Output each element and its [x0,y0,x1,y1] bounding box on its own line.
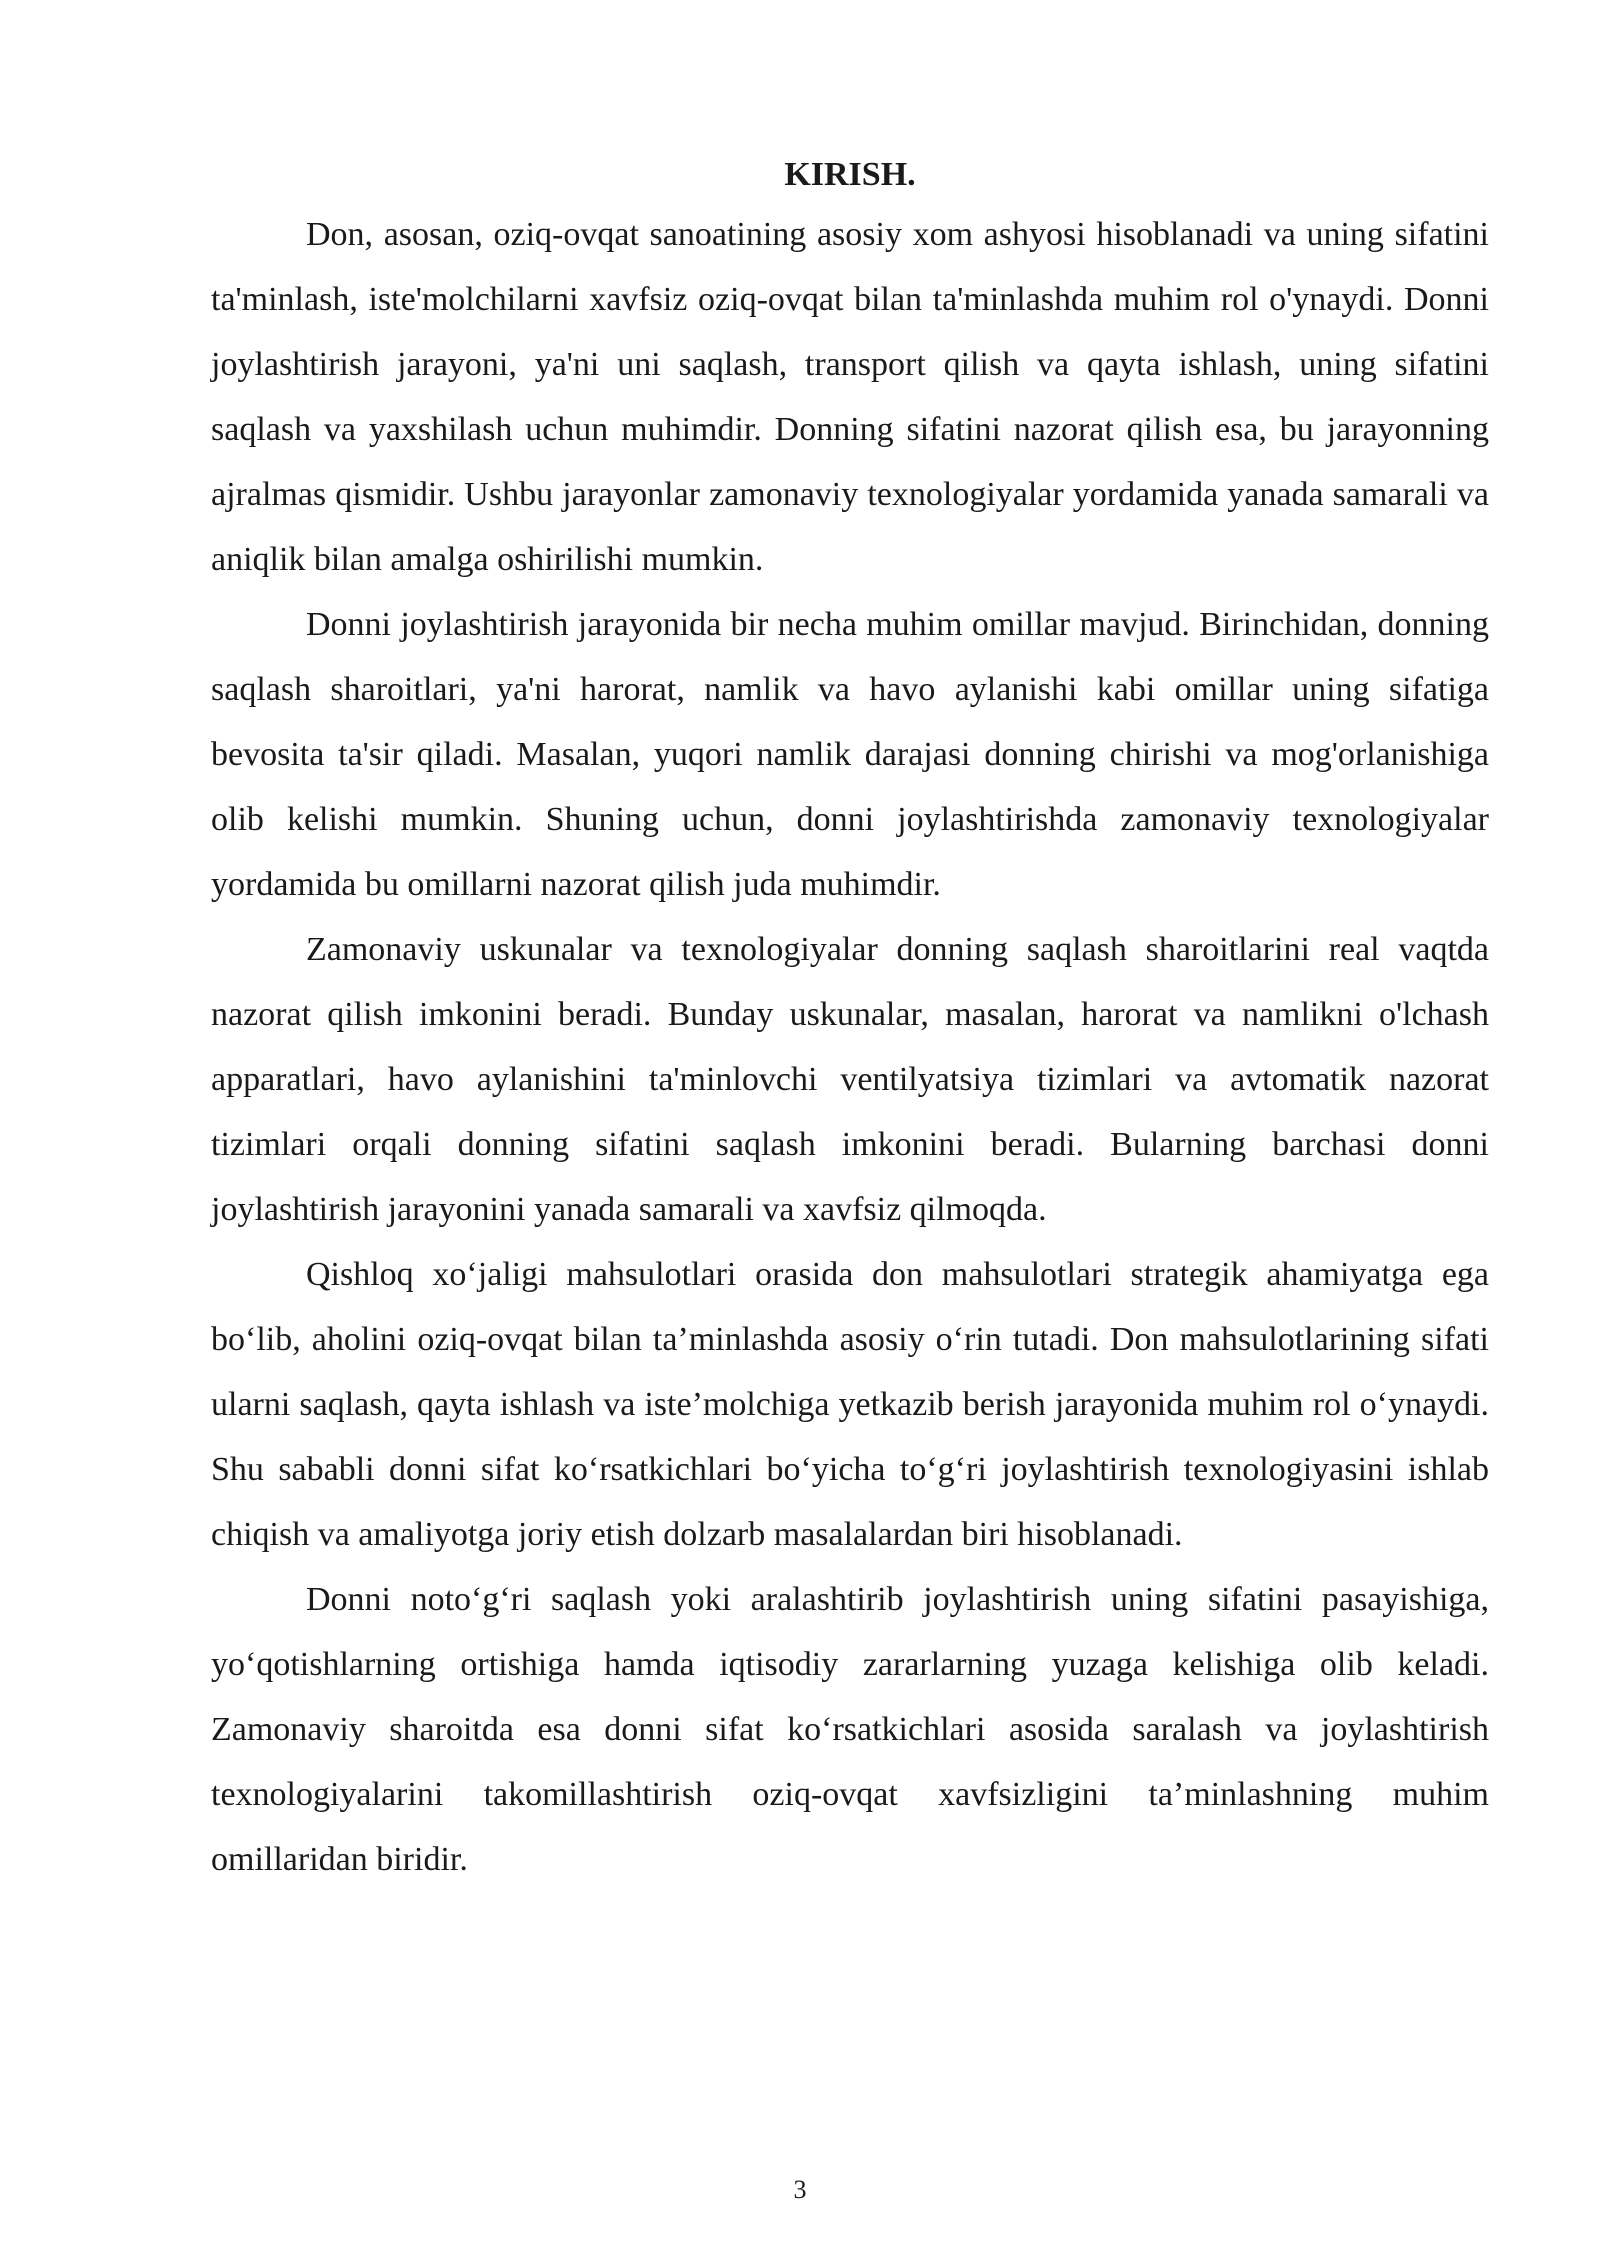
page-number: 3 [793,2175,807,2204]
section-title: KIRISH. [784,156,916,193]
paragraph-3: Zamonaviy uskunalar va texnologiyalar donning saqlash sharoitlarini real vaqtda nazorat qilish imkonini beradi. Bunday uskunalar, masalan, harorat va namlikni o'lchash apparatlari, havo aylanishini ta'minlovchi ventilyatsiya tizimlari va avtomatik nazorat tizimlari orqali donning sifatini saqlash imkonini beradi. Bularning barchasi donni joylashtirish jarayonini yanada samarali va xavfsiz qilmoqda. [211,931,1489,1228]
paragraph-4: Qishloq xo‘jaligi mahsulotlari orasida don mahsulotlari strategik ahamiyatga ega bo‘lib, aholini oziq-ovqat bilan ta’minlashda asosiy o‘rin tutadi. Don mahsulotlarining sifati ularni saqlash, qayta ishlash va iste’molchiga yetkazib berish jarayonida muhim rol o‘ynaydi. Shu sababli donni sifat ko‘rsatkichlari bo‘yicha to‘g‘ri joylashtirish texnologiyasini ishlab chiqish va amaliyotga joriy etish dolzarb masalalardan biri hisoblanadi. [211,1256,1489,1553]
paragraph-5: Donni noto‘g‘ri saqlash yoki aralashtirib joylashtirish uning sifatini pasayishiga, yo‘qotishlarning ortishiga hamda iqtisodiy zararlarning yuzaga kelishiga olib keladi. Zamonaviy sharoitda esa donni sifat ko‘rsatkichlari asosida saralash va joylashtirish texnologiyalarini takomillashtirish oziq-ovqat xavfsizligini ta’minlashning muhim omillaridan biridir. [211,1581,1489,1878]
paragraph-2: Donni joylashtirish jarayonida bir necha muhim omillar mavjud. Birinchidan, donning saqlash sharoitlari, ya'ni harorat, namlik va havo aylanishi kabi omillar uning sifatiga bevosita ta'sir qiladi. Masalan, yuqori namlik darajasi donning chirishi va mog'orlanishiga olib kelishi mumkin. Shuning uchun, donni joylashtirishda zamonaviy texnologiyalar yordamida bu omillarni nazorat qilish juda muhimdir. [211,606,1489,903]
paragraph-1: Don, asosan, oziq-ovqat sanoatining asosiy xom ashyosi hisoblanadi va uning sifatini ta'minlash, iste'molchilarni xavfsiz oziq-ovqat bilan ta'minlashda muhim rol o'ynaydi. Donni joylashtirish jarayoni, ya'ni uni saqlash, transport qilish va qayta ishlash, uning sifatini saqlash va yaxshilash uchun muhimdir. Donning sifatini nazorat qilish esa, bu jarayonning ajralmas qismidir. Ushbu jarayonlar zamonaviy texnologiyalar yordamida yanada samarali va aniqlik bilan amalga oshirilishi mumkin. [211,216,1489,578]
page-content [211,148,1489,1892]
